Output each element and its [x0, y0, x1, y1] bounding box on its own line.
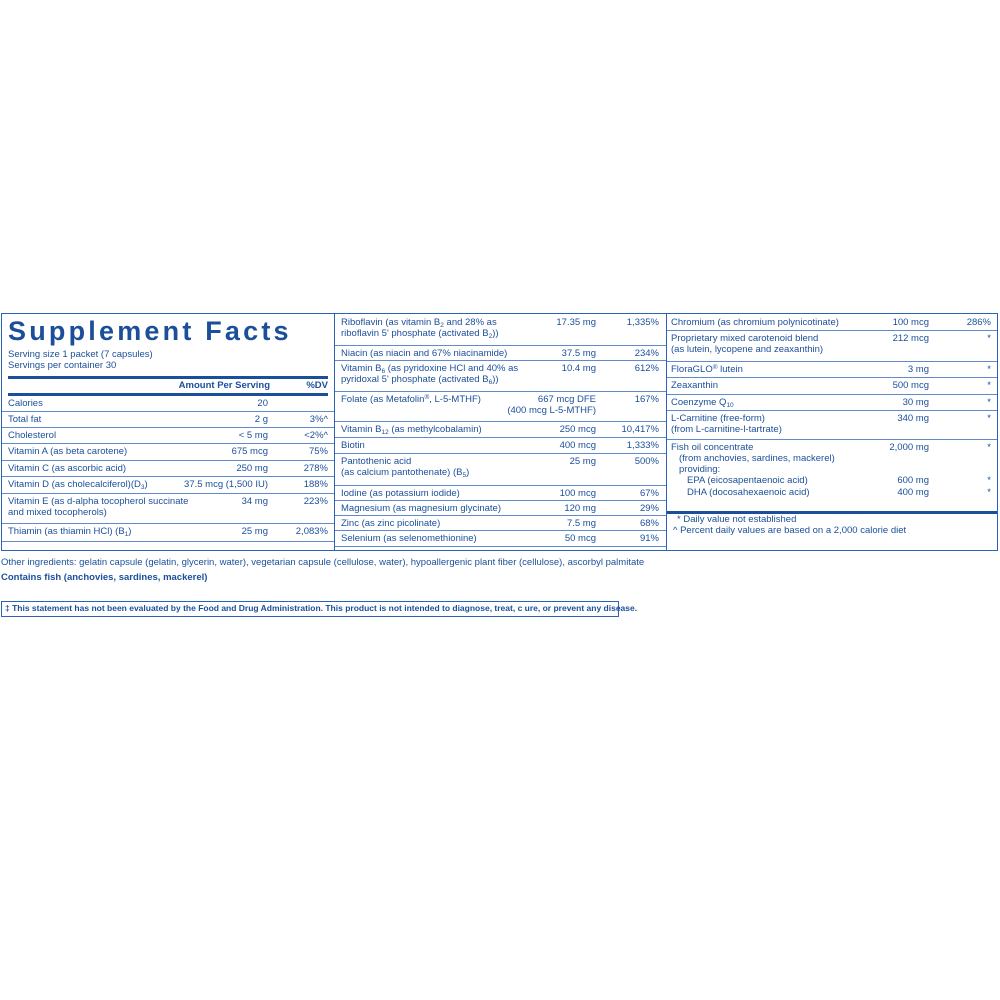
facts-column-3	[667, 314, 997, 550]
nutrient-dv: 167%	[634, 394, 659, 405]
nutrient-name: Vitamin $B_{12}$ (as methylcobalamin)	[341, 424, 482, 436]
sub-nutrient-amount: 600 mg	[897, 475, 929, 486]
nutrient-dv: *	[987, 364, 991, 375]
nutrient-row	[335, 391, 666, 422]
nutrient-dv: 500%	[634, 456, 659, 467]
nutrient-row	[667, 314, 997, 331]
nutrient-name: Chromium (as chromium polynicotinate)	[671, 317, 839, 328]
nutrient-dv: 3%^	[309, 414, 328, 425]
nutrient-row	[667, 439, 997, 514]
amount-header	[2, 379, 334, 392]
nutrient-name: FloraGLO® lutein	[671, 364, 743, 375]
nutrient-amount: 100 mcg	[892, 317, 929, 328]
nutrient-dv: 91%	[639, 533, 659, 544]
facts-column-1	[2, 314, 335, 550]
serving-size: Serving size 1 packet (7 capsules)	[8, 349, 153, 360]
nutrient-dv: 1,335%	[626, 317, 659, 328]
nutrient-name-line2: (as lutein, lycopene and zeaxanthin)	[671, 344, 824, 355]
nutrient-name: Vitamin E (as d-alpha tocopherol succinate	[8, 496, 189, 507]
sub-nutrient-dv: *	[987, 487, 991, 498]
nutrient-name: Proprietary mixed carotenoid blend	[671, 333, 819, 344]
nutrient-amount: 400 mcg	[559, 440, 596, 451]
nutrient-amount: 250 mcg	[559, 424, 596, 435]
nutrient-detail-line: providing:	[679, 464, 721, 475]
superscript: ®	[424, 394, 430, 401]
nutrient-name-line2: pyridoxal 5' phosphate (activated $B_6$))	[341, 374, 499, 386]
sub-nutrient-name: DHA (docosahexaenoic acid)	[687, 487, 810, 498]
nutrient-dv: 75%	[308, 446, 328, 457]
nutrient-amount: 340 mg	[897, 413, 929, 424]
subscript: 1	[124, 531, 129, 538]
nutrient-dv: 188%	[303, 479, 328, 490]
nutrient-amount: 30 mg	[902, 397, 929, 408]
nutrient-row	[2, 493, 334, 524]
nutrient-dv: *	[987, 413, 991, 424]
nutrient-amount-line2: (400 mcg L-5-MTHF)	[507, 405, 596, 416]
nutrient-name: Vitamin A (as beta carotene)	[8, 446, 128, 457]
nutrient-row	[335, 421, 666, 438]
nutrient-name: Thiamin (as thiamin HCl) $(B_1)$	[8, 526, 132, 538]
other-ingredients: Other ingredients: gelatin capsule (gelatin, glycerin, water), vegetarian capsule (cellulose, water), hypoallergenic plant fiber (cellulose), ascorbyl palmitate	[1, 557, 645, 568]
amount-header-label: Amount Per Serving	[178, 380, 270, 391]
nutrient-name: Vitamin $B_6$ (as pyridoxine HCl and 40% as	[341, 363, 519, 375]
facts-column-2	[335, 314, 667, 550]
nutrient-name: Fish oil concentrate	[671, 442, 754, 453]
nutrient-row	[2, 443, 334, 461]
serving-info	[8, 349, 153, 371]
nutrient-row	[335, 500, 666, 516]
fda-disclaimer: ‡ This statement has not been evaluated by the Food and Drug Administration. This product is not intended to diagnose, treat, c ure, or prevent any disease.	[1, 601, 619, 617]
nutrient-dv: 68%	[639, 518, 659, 529]
nutrient-name: Vitamin D (as $cholecalciferol)(D_3)$	[8, 479, 148, 491]
subscript: 10	[726, 402, 734, 409]
nutrient-name: Zinc (as zinc picolinate)	[341, 518, 441, 529]
nutrient-name-line2: and mixed tocopherols)	[8, 507, 107, 518]
nutrient-row	[335, 437, 666, 454]
nutrient-amount: 212 mcg	[892, 333, 929, 344]
sub-nutrient-name: EPA (eicosapentaenoic acid)	[687, 475, 808, 486]
nutrient-row	[335, 515, 666, 531]
nutrient-row	[335, 345, 666, 361]
panel-title: Supplement Facts	[8, 316, 292, 346]
nutrient-amount: 3 mg	[907, 364, 929, 375]
nutrient-row	[335, 360, 666, 392]
nutrient-name: Pantothenic acid	[341, 456, 412, 467]
subscript: 3	[140, 484, 145, 491]
nutrient-amount: 2 g	[254, 414, 268, 425]
nutrient-name: Iodine (as potassium iodide)	[341, 488, 460, 499]
footnote-percent-dv: ^ Percent daily values are based on a 2,000 calorie diet	[673, 525, 907, 536]
nutrient-amount: 675 mcg	[231, 446, 268, 457]
nutrient-row	[667, 394, 997, 411]
nutrient-dv: *	[987, 333, 991, 344]
nutrient-dv: 10,417%	[621, 424, 659, 435]
nutrient-row	[335, 453, 666, 486]
nutrient-amount: 50 mcg	[564, 533, 596, 544]
nutrient-name: Calories	[8, 398, 43, 409]
nutrient-dv: *	[987, 442, 991, 453]
nutrient-amount: 37.5 mg	[561, 348, 596, 359]
nutrient-dv: 29%	[639, 503, 659, 514]
nutrient-dv: *	[987, 397, 991, 408]
nutrient-name: Niacin (as niacin and 67% niacinamide)	[341, 348, 508, 359]
supplement-facts-panel	[1, 313, 998, 551]
nutrient-detail-line: (from anchovies, sardines, mackerel)	[679, 453, 835, 464]
nutrient-dv: 612%	[634, 363, 659, 374]
nutrient-amount: 17.35 mg	[556, 317, 596, 328]
nutrient-name: Cholesterol	[8, 430, 57, 441]
allergen-statement: Contains fish (anchovies, sardines, mackerel)	[1, 572, 208, 583]
nutrient-amount: 25 mg	[241, 526, 268, 537]
nutrient-row	[667, 410, 997, 440]
subscript: 6	[488, 379, 493, 386]
nutrient-amount: 100 mcg	[559, 488, 596, 499]
nutrient-amount: < 5 mg	[238, 430, 268, 441]
sub-nutrient-amount: 400 mg	[897, 487, 929, 498]
nutrient-row	[335, 485, 666, 501]
nutrient-dv: 278%	[303, 463, 328, 474]
nutrient-name: Vitamin C (as ascorbic acid)	[8, 463, 127, 474]
nutrient-name-line2: (from L-carnitine-l-tartrate)	[671, 424, 782, 435]
nutrient-dv: 2,083%	[295, 526, 328, 537]
nutrient-amount: 25 mg	[569, 456, 596, 467]
nutrient-row	[335, 314, 666, 346]
nutrient-row	[2, 395, 334, 412]
subscript: 2	[488, 333, 493, 340]
nutrient-row	[2, 411, 334, 428]
nutrient-name: Magnesium (as magnesium glycinate)	[341, 503, 501, 514]
subscript: 6	[381, 368, 386, 375]
nutrient-amount: 2,000 mg	[889, 442, 929, 453]
nutrient-dv: 286%	[966, 317, 991, 328]
nutrient-row	[667, 377, 997, 395]
subscript: 5	[462, 472, 467, 479]
nutrient-amount: 10.4 mg	[561, 363, 596, 374]
nutrient-amount: 20	[257, 398, 268, 409]
nutrient-dv: 223%	[303, 496, 328, 507]
nutrient-row	[2, 427, 334, 444]
dv-header-label: %DV	[306, 380, 328, 391]
nutrient-name: Biotin	[341, 440, 365, 451]
nutrient-row	[667, 330, 997, 362]
nutrient-name: Total fat	[8, 414, 42, 425]
nutrient-amount: 250 mg	[236, 463, 268, 474]
nutrient-name: Selenium (as selenomethionine)	[341, 533, 477, 544]
nutrient-row	[335, 530, 666, 547]
nutrient-name-line2: riboflavin 5' phosphate (activated $B_2$))	[341, 328, 499, 340]
servings-per-container: Servings per container 30	[8, 360, 117, 371]
nutrient-amount: 120 mg	[564, 503, 596, 514]
nutrient-dv: 67%	[639, 488, 659, 499]
nutrient-name: Coenzyme $Q_{10}$	[671, 397, 734, 409]
nutrient-dv: *	[987, 380, 991, 391]
subscript: 12	[381, 429, 389, 436]
sub-nutrient-dv: *	[987, 475, 991, 486]
nutrient-row	[2, 523, 334, 542]
superscript: ®	[712, 364, 718, 371]
subscript: 2	[440, 322, 444, 329]
nutrient-amount: 7.5 mg	[566, 518, 596, 529]
nutrient-name: Folate (as Metafolin®, L-5-MTHF)	[341, 394, 481, 405]
nutrient-dv: 1,333%	[626, 440, 659, 451]
nutrient-row	[2, 460, 334, 477]
nutrient-dv: <2%^	[304, 430, 328, 441]
nutrient-name: Riboflavin (as vitamin $B_2$ and 28% as	[341, 317, 497, 329]
nutrient-amount: 37.5 mcg (1,500 IU)	[184, 479, 268, 490]
footnote-daily-value: * Daily value not established	[677, 514, 797, 525]
nutrient-amount: 500 mcg	[892, 380, 929, 391]
nutrient-name: L-Carnitine (free-form)	[671, 413, 765, 424]
nutrient-amount: 667 mcg DFE	[537, 394, 596, 405]
nutrient-row	[667, 361, 997, 378]
nutrient-dv: 234%	[634, 348, 659, 359]
nutrient-name-line2: (as calcium pantothenate) $(B_5)$	[341, 467, 470, 479]
nutrient-row	[2, 476, 334, 494]
nutrient-amount: 34 mg	[241, 496, 268, 507]
nutrient-name: Zeaxanthin	[671, 380, 719, 391]
